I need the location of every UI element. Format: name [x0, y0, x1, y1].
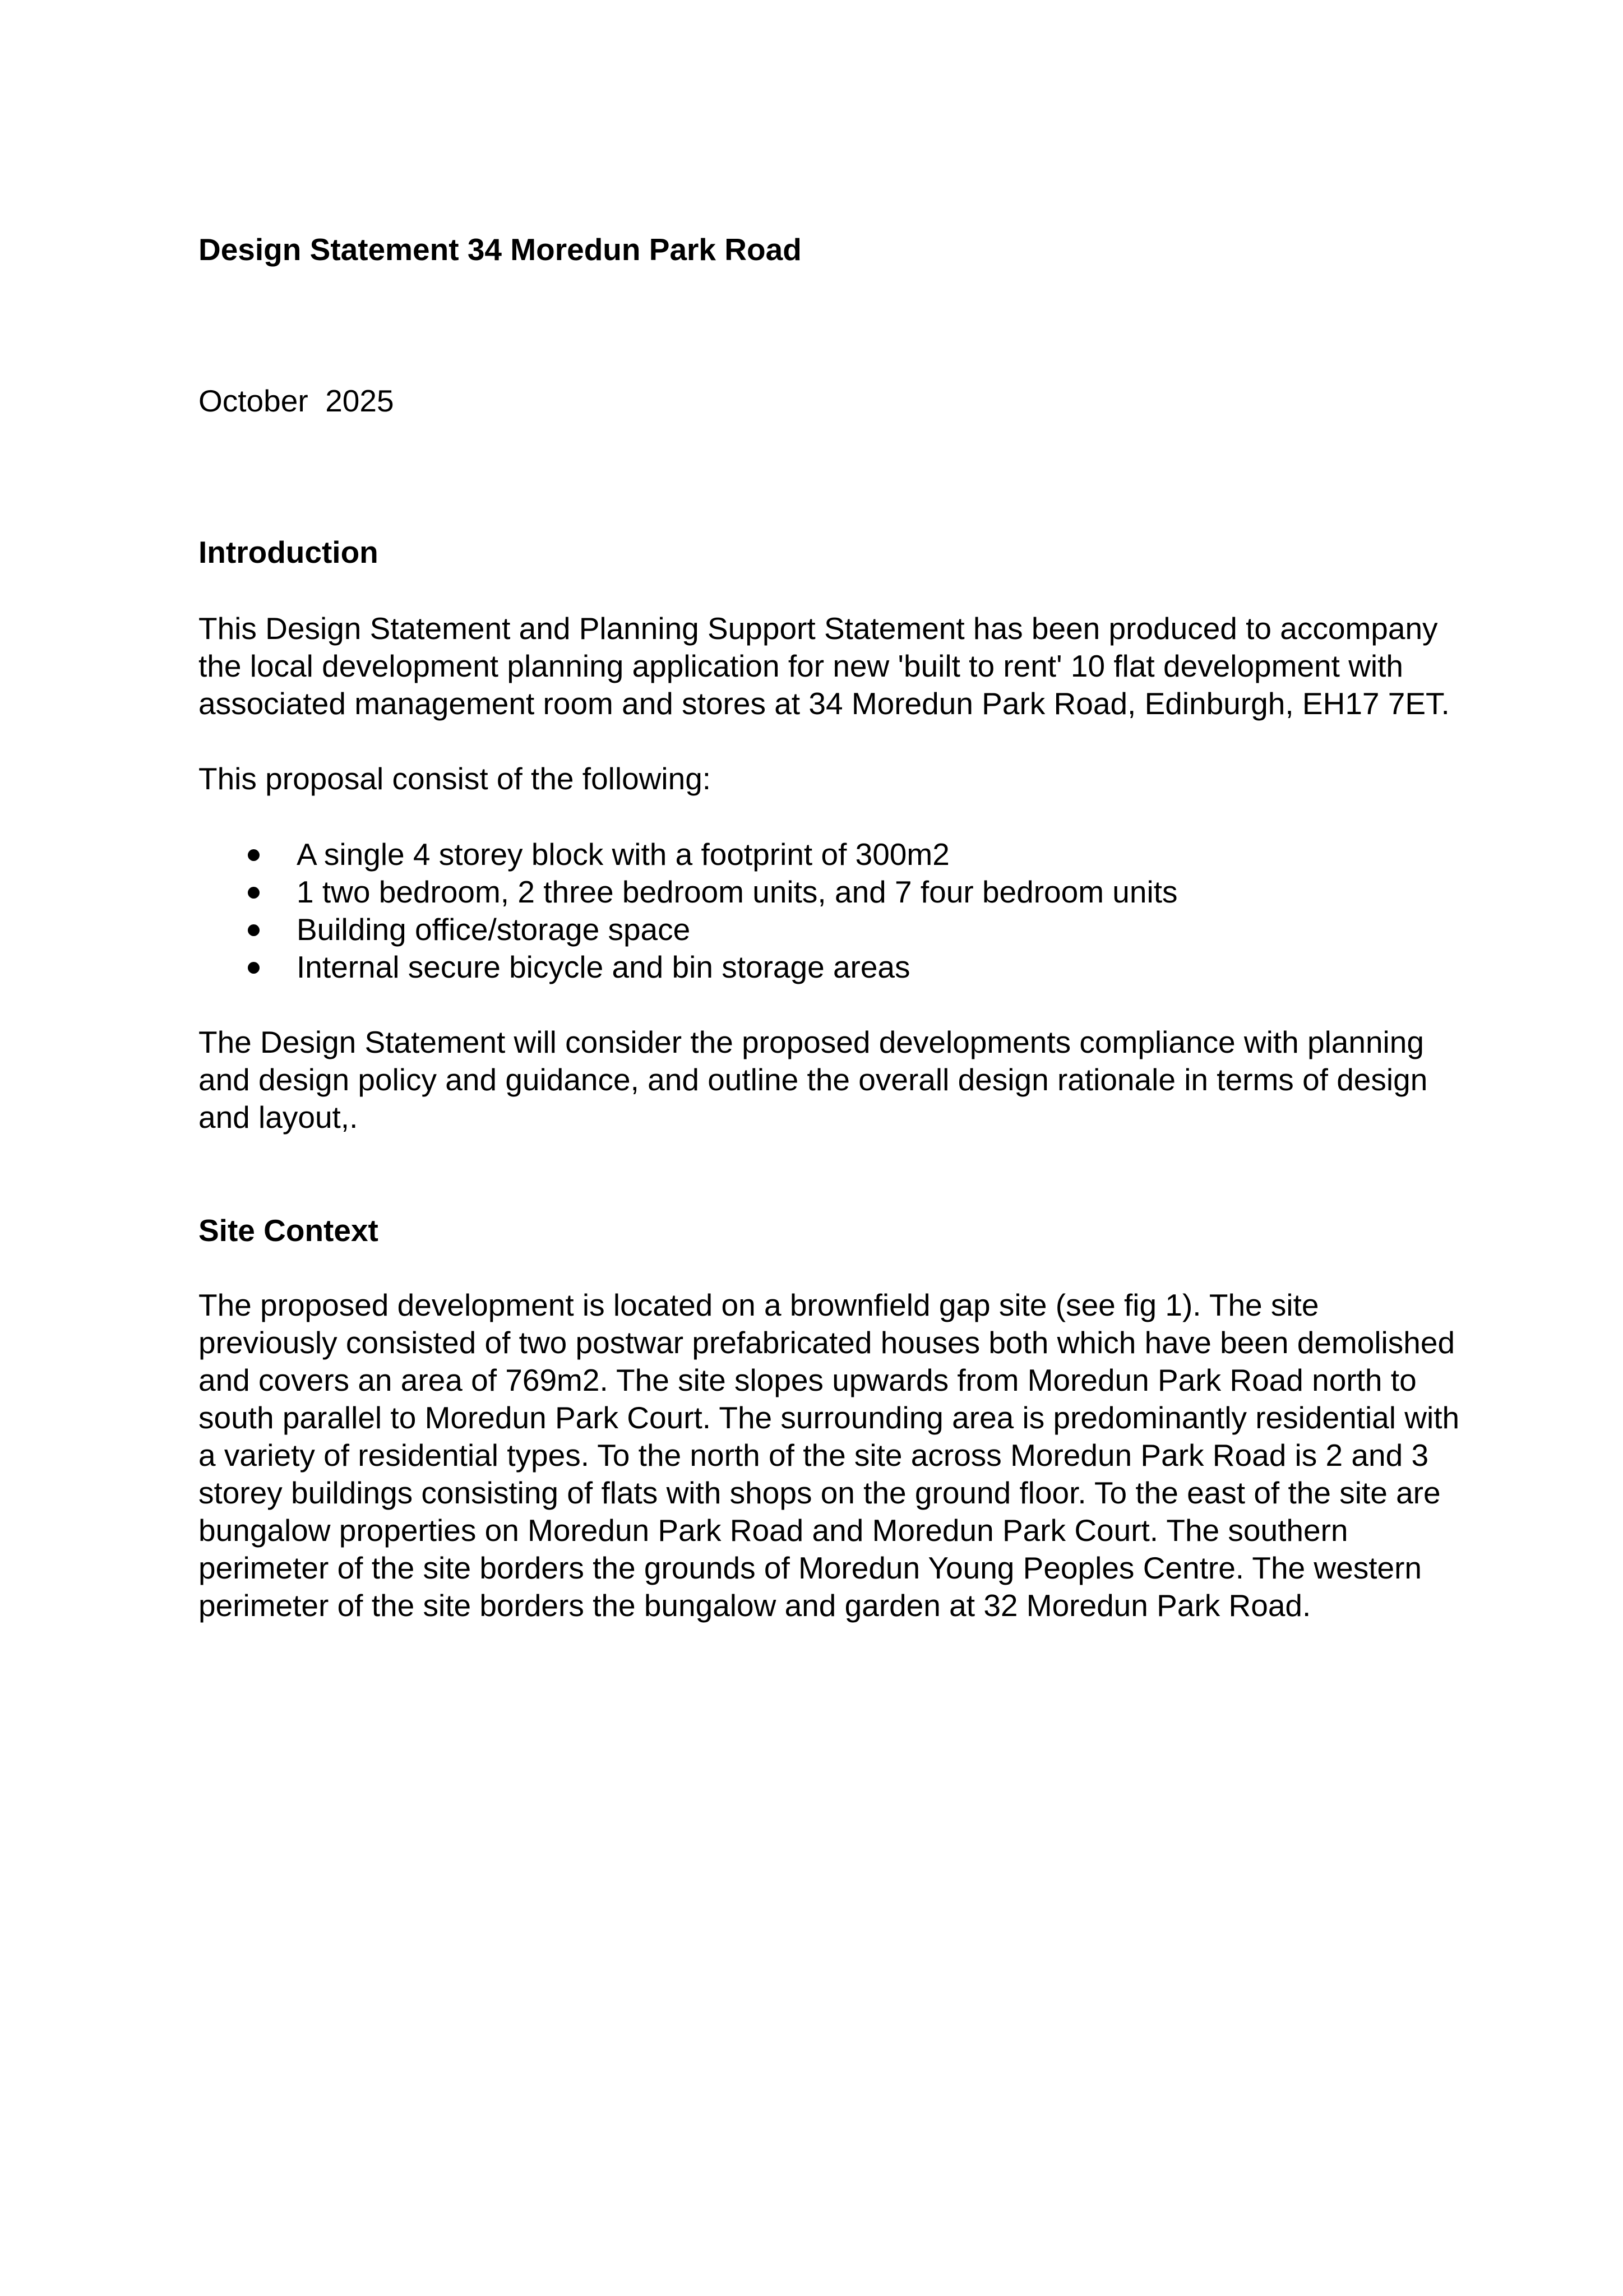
site-context-paragraph-line: south parallel to Moredun Park Court. The surrounding area is predominantly residential with [198, 1400, 1460, 1435]
list-item [198, 911, 1177, 948]
bullet-icon [248, 962, 260, 974]
list-item [198, 948, 1177, 986]
bullet-icon [248, 887, 260, 899]
introduction-paragraph-line: This Design Statement and Planning Support Statement has been produced to accompany [198, 611, 1438, 646]
site-context-paragraph-line: perimeter of the site borders the bungalow and garden at 32 Moredun Park Road. [198, 1588, 1311, 1623]
site-context-paragraph-line: storey buildings consisting of flats with shops on the ground floor. To the east of the site are [198, 1475, 1441, 1510]
design-statement-paragraph-line: and layout,. [198, 1100, 358, 1135]
bullet-icon [248, 924, 260, 936]
document-date: October 2025 [198, 383, 394, 418]
proposal-intro-paragraph: This proposal consist of the following: [198, 761, 711, 796]
list-item [198, 836, 1177, 873]
list-item-text: A single 4 storey block with a footprint of 300m2 [297, 837, 950, 872]
design-statement-paragraph-line: and design policy and guidance, and outline the overall design rationale in terms of design [198, 1062, 1428, 1097]
introduction-paragraph-line: associated management room and stores at 34 Moredun Park Road, Edinburgh, EH17 7ET. [198, 686, 1450, 721]
site-context-heading: Site Context [198, 1213, 378, 1248]
proposal-list [198, 836, 1177, 986]
site-context-paragraph-line: previously consisted of two postwar prefabricated houses both which have been demolished [198, 1325, 1455, 1360]
list-item [198, 873, 1177, 911]
list-item-text: Internal secure bicycle and bin storage areas [297, 950, 910, 984]
introduction-heading: Introduction [198, 535, 378, 570]
site-context-paragraph-line: and covers an area of 769m2. The site slopes upwards from Moredun Park Road north to [198, 1363, 1417, 1397]
site-context-paragraph-line: a variety of residential types. To the north of the site across Moredun Park Road is 2 and 3 [198, 1438, 1429, 1473]
site-context-paragraph-line: The proposed development is located on a brownfield gap site (see fig 1). The site [198, 1288, 1319, 1322]
list-item-text: 1 two bedroom, 2 three bedroom units, and 7 four bedroom units [297, 874, 1178, 909]
introduction-paragraph [198, 610, 1454, 723]
site-context-paragraph [198, 1286, 1460, 1624]
bullet-icon [248, 849, 260, 861]
design-statement-paragraph [198, 1024, 1454, 1136]
document-title: Design Statement 34 Moredun Park Road [198, 232, 802, 267]
site-context-paragraph-line: bungalow properties on Moredun Park Road and Moredun Park Court. The southern [198, 1513, 1348, 1548]
site-context-paragraph-line: perimeter of the site borders the grounds of Moredun Young Peoples Centre. The western [198, 1550, 1422, 1585]
introduction-paragraph-line: the local development planning application for new 'built to rent' 10 flat development with [198, 649, 1404, 683]
design-statement-paragraph-line: The Design Statement will consider the proposed developments compliance with planning [198, 1025, 1424, 1059]
list-item-text: Building office/storage space [297, 912, 691, 947]
